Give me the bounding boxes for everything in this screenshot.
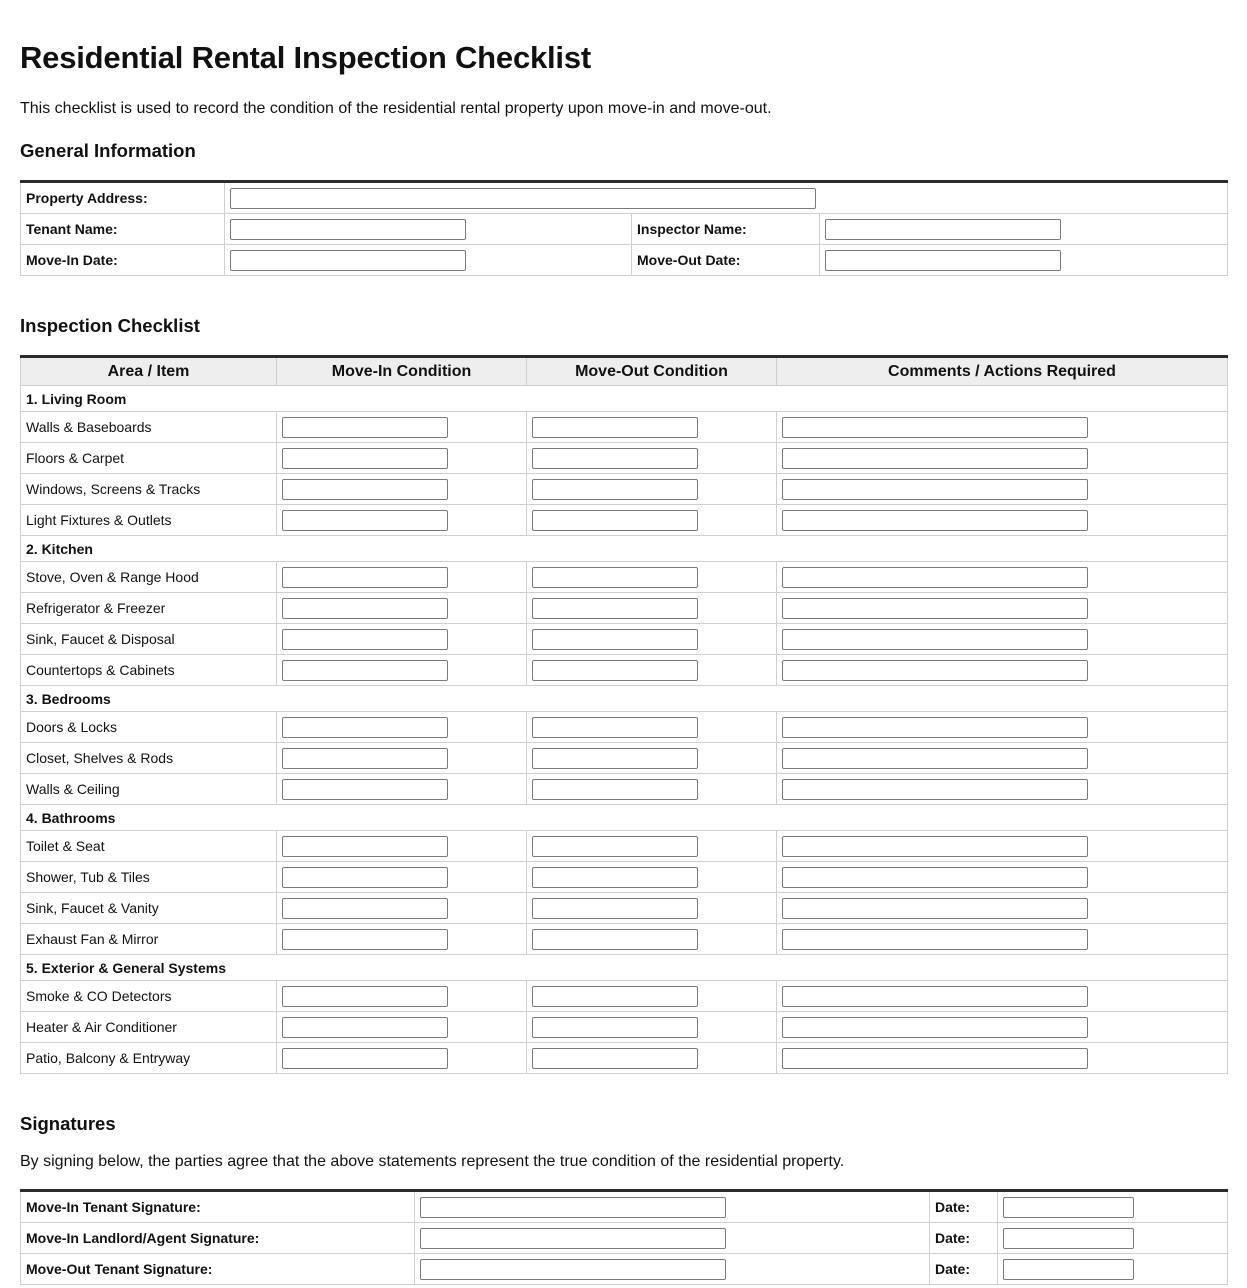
- move-out-condition-cell: [527, 655, 777, 686]
- move-in-condition-cell: [277, 624, 527, 655]
- checklist-item-row: [21, 1012, 1228, 1043]
- move-in-condition-field[interactable]: [282, 1048, 448, 1069]
- signature-label: Move-In Landlord/Agent Signature:: [21, 1223, 415, 1254]
- move-out-condition-field[interactable]: [532, 479, 698, 500]
- property-address-row: [21, 182, 1228, 214]
- move-in-condition-field[interactable]: [282, 417, 448, 438]
- checklist-item-row: [21, 443, 1228, 474]
- move-out-condition-cell: [527, 593, 777, 624]
- tenant-name-label: Tenant Name:: [21, 214, 225, 245]
- signatures-table: [20, 1189, 1228, 1285]
- comments-cell: [777, 1012, 1228, 1043]
- move-in-condition-cell: [277, 443, 527, 474]
- general-info-table: [20, 180, 1228, 276]
- move-out-condition-field[interactable]: [532, 929, 698, 950]
- comments-field[interactable]: [782, 836, 1088, 857]
- checklist-header-row: [21, 357, 1228, 386]
- move-in-condition-cell: [277, 981, 527, 1012]
- move-out-condition-cell: [527, 412, 777, 443]
- item-name: Doors & Locks: [21, 712, 277, 743]
- move-out-condition-field[interactable]: [532, 660, 698, 681]
- checklist-item-row: [21, 655, 1228, 686]
- move-in-condition-cell: [277, 593, 527, 624]
- comments-field[interactable]: [782, 479, 1088, 500]
- checklist-item-row: [21, 981, 1228, 1012]
- item-name: Walls & Baseboards: [21, 412, 277, 443]
- item-name: Countertops & Cabinets: [21, 655, 277, 686]
- move-in-condition-field[interactable]: [282, 779, 448, 800]
- move-out-condition-field[interactable]: [532, 567, 698, 588]
- move-out-date-cell: [820, 245, 1228, 276]
- move-out-condition-cell: [527, 505, 777, 536]
- move-in-condition-field[interactable]: [282, 836, 448, 857]
- section-row: [21, 536, 1228, 562]
- comments-field[interactable]: [782, 1048, 1088, 1069]
- property-address-field[interactable]: [230, 188, 816, 209]
- checklist-item-row: [21, 774, 1228, 805]
- item-name: Shower, Tub & Tiles: [21, 862, 277, 893]
- item-name: Closet, Shelves & Rods: [21, 743, 277, 774]
- signature-cell: [415, 1254, 930, 1285]
- date-cell: [998, 1254, 1228, 1285]
- signature-label: Move-Out Tenant Signature:: [21, 1254, 415, 1285]
- column-header-move-in-condition: Move-In Condition: [277, 357, 527, 386]
- inspector-name-field[interactable]: [825, 219, 1061, 240]
- move-out-date-label: Move-Out Date:: [632, 245, 820, 276]
- item-name: Walls & Ceiling: [21, 774, 277, 805]
- move-out-condition-field[interactable]: [532, 717, 698, 738]
- signature-cell: [415, 1191, 930, 1223]
- signature-row: [21, 1191, 1228, 1223]
- move-out-condition-field[interactable]: [532, 629, 698, 650]
- move-in-date-label: Move-In Date:: [21, 245, 225, 276]
- intro-text: This checklist is used to record the condition of the residential rental property upon move-in and move-out.: [20, 100, 772, 117]
- comments-field[interactable]: [782, 898, 1088, 919]
- move-out-condition-field[interactable]: [532, 986, 698, 1007]
- section-row: [21, 955, 1228, 981]
- comments-field[interactable]: [782, 1017, 1088, 1038]
- move-out-condition-field[interactable]: [532, 898, 698, 919]
- comments-cell: [777, 505, 1228, 536]
- move-in-condition-cell: [277, 505, 527, 536]
- signatures-heading: Signatures: [20, 1113, 116, 1134]
- section-row: [21, 805, 1228, 831]
- item-name: Exhaust Fan & Mirror: [21, 924, 277, 955]
- signature-field[interactable]: [420, 1228, 726, 1249]
- date-cell: [998, 1223, 1228, 1254]
- item-name: Sink, Faucet & Disposal: [21, 624, 277, 655]
- inspection-checklist-heading: Inspection Checklist: [20, 315, 200, 336]
- item-name: Heater & Air Conditioner: [21, 1012, 277, 1043]
- date-label: Date:: [930, 1254, 998, 1285]
- move-out-condition-cell: [527, 624, 777, 655]
- signature-date-field[interactable]: [1003, 1197, 1134, 1218]
- comments-cell: [777, 443, 1228, 474]
- comments-field[interactable]: [782, 717, 1088, 738]
- section-row: [21, 686, 1228, 712]
- tenant-name-field[interactable]: [230, 219, 466, 240]
- comments-field[interactable]: [782, 598, 1088, 619]
- move-in-condition-cell: [277, 862, 527, 893]
- comments-field[interactable]: [782, 448, 1088, 469]
- section-title: 3. Bedrooms: [21, 686, 1228, 712]
- move-in-condition-cell: [277, 743, 527, 774]
- comments-cell: [777, 655, 1228, 686]
- comments-field[interactable]: [782, 986, 1088, 1007]
- inspector-name-cell: [820, 214, 1228, 245]
- comments-cell: [777, 562, 1228, 593]
- comments-field[interactable]: [782, 779, 1088, 800]
- move-out-condition-cell: [527, 831, 777, 862]
- comments-field[interactable]: [782, 660, 1088, 681]
- move-in-condition-cell: [277, 774, 527, 805]
- move-out-condition-cell: [527, 862, 777, 893]
- item-name: Stove, Oven & Range Hood: [21, 562, 277, 593]
- move-out-condition-field[interactable]: [532, 1017, 698, 1038]
- move-out-condition-field[interactable]: [532, 748, 698, 769]
- checklist-body: [21, 386, 1228, 1074]
- move-in-condition-field[interactable]: [282, 660, 448, 681]
- comments-cell: [777, 831, 1228, 862]
- checklist-item-row: [21, 1043, 1228, 1074]
- move-out-condition-field[interactable]: [532, 1048, 698, 1069]
- checklist-item-row: [21, 893, 1228, 924]
- move-in-condition-field[interactable]: [282, 629, 448, 650]
- comments-cell: [777, 712, 1228, 743]
- checklist-item-row: [21, 474, 1228, 505]
- comments-cell: [777, 624, 1228, 655]
- move-out-condition-field[interactable]: [532, 510, 698, 531]
- move-in-condition-cell: [277, 474, 527, 505]
- item-name: Sink, Faucet & Vanity: [21, 893, 277, 924]
- general-info-heading: General Information: [20, 140, 196, 161]
- move-in-condition-field[interactable]: [282, 448, 448, 469]
- comments-cell: [777, 862, 1228, 893]
- checklist-item-row: [21, 624, 1228, 655]
- move-in-condition-cell: [277, 831, 527, 862]
- column-header-move-out-condition: Move-Out Condition: [527, 357, 777, 386]
- comments-cell: [777, 774, 1228, 805]
- move-out-condition-field[interactable]: [532, 867, 698, 888]
- move-in-condition-field[interactable]: [282, 510, 448, 531]
- column-header-area-item: Area / Item: [21, 357, 277, 386]
- checklist-item-row: [21, 505, 1228, 536]
- move-in-condition-cell: [277, 924, 527, 955]
- dates-row: [21, 245, 1228, 276]
- comments-field[interactable]: [782, 867, 1088, 888]
- move-in-condition-field[interactable]: [282, 479, 448, 500]
- checklist-item-row: [21, 562, 1228, 593]
- move-in-condition-field[interactable]: [282, 598, 448, 619]
- signature-cell: [415, 1223, 930, 1254]
- move-out-condition-cell: [527, 1043, 777, 1074]
- move-out-condition-field[interactable]: [532, 598, 698, 619]
- comments-field[interactable]: [782, 629, 1088, 650]
- section-title: 1. Living Room: [21, 386, 1228, 412]
- comments-cell: [777, 593, 1228, 624]
- checklist-item-row: [21, 412, 1228, 443]
- checklist-item-row: [21, 831, 1228, 862]
- move-in-condition-field[interactable]: [282, 1017, 448, 1038]
- move-in-condition-cell: [277, 562, 527, 593]
- inspector-name-label: Inspector Name:: [632, 214, 820, 245]
- checklist-item-row: [21, 593, 1228, 624]
- tenant-name-cell: [225, 214, 632, 245]
- checklist-item-row: [21, 924, 1228, 955]
- move-in-condition-cell: [277, 1012, 527, 1043]
- move-out-condition-field[interactable]: [532, 448, 698, 469]
- move-in-date-field[interactable]: [230, 250, 466, 271]
- comments-field[interactable]: [782, 510, 1088, 531]
- move-out-condition-cell: [527, 1012, 777, 1043]
- property-address-label: Property Address:: [21, 182, 225, 214]
- column-header-comments: Comments / Actions Required: [777, 357, 1228, 386]
- move-in-condition-cell: [277, 412, 527, 443]
- signature-label: Move-In Tenant Signature:: [21, 1191, 415, 1223]
- signatures-text: By signing below, the parties agree that the above statements represent the true condition of the residential property.: [20, 1153, 845, 1170]
- move-in-condition-cell: [277, 1043, 527, 1074]
- move-in-condition-cell: [277, 893, 527, 924]
- move-in-condition-cell: [277, 655, 527, 686]
- move-out-condition-cell: [527, 981, 777, 1012]
- move-in-condition-field[interactable]: [282, 898, 448, 919]
- item-name: Floors & Carpet: [21, 443, 277, 474]
- section-title: 2. Kitchen: [21, 536, 1228, 562]
- comments-cell: [777, 1043, 1228, 1074]
- comments-field[interactable]: [782, 567, 1088, 588]
- move-in-condition-field[interactable]: [282, 986, 448, 1007]
- item-name: Patio, Balcony & Entryway: [21, 1043, 277, 1074]
- signature-date-field[interactable]: [1003, 1228, 1134, 1249]
- signature-row: [21, 1223, 1228, 1254]
- date-label: Date:: [930, 1223, 998, 1254]
- move-in-condition-field[interactable]: [282, 929, 448, 950]
- signature-field[interactable]: [420, 1197, 726, 1218]
- checklist-item-row: [21, 712, 1228, 743]
- item-name: Smoke & CO Detectors: [21, 981, 277, 1012]
- section-title: 4. Bathrooms: [21, 805, 1228, 831]
- move-out-condition-cell: [527, 562, 777, 593]
- date-label: Date:: [930, 1191, 998, 1223]
- move-in-date-cell: [225, 245, 632, 276]
- comments-field[interactable]: [782, 929, 1088, 950]
- move-in-condition-field[interactable]: [282, 717, 448, 738]
- tenant-inspector-row: [21, 214, 1228, 245]
- move-out-date-field[interactable]: [825, 250, 1061, 271]
- item-name: Toilet & Seat: [21, 831, 277, 862]
- move-out-condition-cell: [527, 743, 777, 774]
- move-out-condition-cell: [527, 774, 777, 805]
- move-out-condition-field[interactable]: [532, 779, 698, 800]
- move-out-condition-cell: [527, 712, 777, 743]
- page-title: Residential Rental Inspection Checklist: [20, 40, 592, 75]
- move-out-condition-field[interactable]: [532, 417, 698, 438]
- comments-field[interactable]: [782, 748, 1088, 769]
- checklist-item-row: [21, 862, 1228, 893]
- move-in-condition-field[interactable]: [282, 748, 448, 769]
- move-in-condition-cell: [277, 712, 527, 743]
- move-in-condition-field[interactable]: [282, 567, 448, 588]
- section-row: [21, 386, 1228, 412]
- comments-cell: [777, 474, 1228, 505]
- item-name: Windows, Screens & Tracks: [21, 474, 277, 505]
- move-out-condition-cell: [527, 474, 777, 505]
- property-address-cell: [225, 182, 1228, 214]
- move-in-condition-field[interactable]: [282, 867, 448, 888]
- comments-cell: [777, 893, 1228, 924]
- comments-cell: [777, 924, 1228, 955]
- comments-cell: [777, 412, 1228, 443]
- move-out-condition-field[interactable]: [532, 836, 698, 857]
- move-out-condition-cell: [527, 443, 777, 474]
- comments-cell: [777, 743, 1228, 774]
- date-cell: [998, 1191, 1228, 1223]
- signature-row: [21, 1254, 1228, 1285]
- section-title: 5. Exterior & General Systems: [21, 955, 1228, 981]
- move-out-condition-cell: [527, 893, 777, 924]
- comments-cell: [777, 981, 1228, 1012]
- checklist-item-row: [21, 743, 1228, 774]
- item-name: Refrigerator & Freezer: [21, 593, 277, 624]
- inspection-checklist-table: [20, 355, 1228, 1074]
- signature-date-field[interactable]: [1003, 1259, 1134, 1280]
- item-name: Light Fixtures & Outlets: [21, 505, 277, 536]
- move-out-condition-cell: [527, 924, 777, 955]
- comments-field[interactable]: [782, 417, 1088, 438]
- signatures-body: [21, 1191, 1228, 1285]
- signature-field[interactable]: [420, 1259, 726, 1280]
